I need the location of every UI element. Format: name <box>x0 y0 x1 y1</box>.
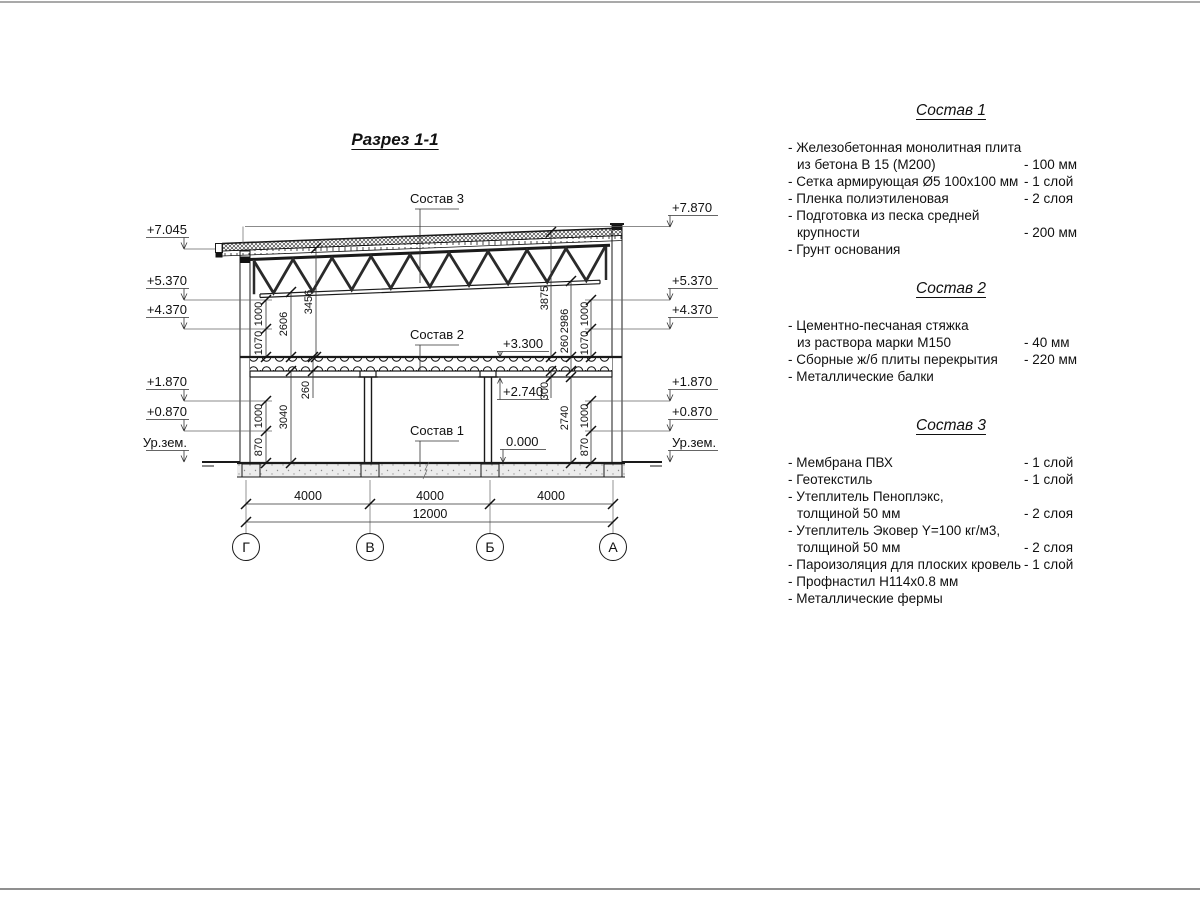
panel-heading: Состав 2 <box>916 280 986 297</box>
elevation-marks-right <box>667 200 718 462</box>
material-value: - 100 мм <box>1024 157 1078 172</box>
leader-sostav2: Состав 2 <box>410 327 464 342</box>
dim-label: 870 <box>579 437 591 457</box>
dim-label-total: 12000 <box>412 507 448 521</box>
material-name: - Профнастил Н114х0.8 мм <box>788 574 959 589</box>
material-name: - Металлические фермы <box>788 591 943 606</box>
dim-label: 2740 <box>559 405 571 431</box>
elevation-label: +5.370 <box>146 273 187 288</box>
floor-slab <box>240 357 622 377</box>
leader-sostav3: Состав 3 <box>410 191 464 206</box>
material-name: - Пленка полиэтиленовая <box>788 191 949 206</box>
material-row <box>788 471 1114 488</box>
elevation-label: +7.045 <box>146 222 187 237</box>
vertical-dimensions-right <box>539 227 596 468</box>
material-value: - 2 слоя <box>1024 506 1074 521</box>
material-value: - 200 мм <box>1024 225 1078 240</box>
material-row <box>788 241 1114 258</box>
material-value: - 2 слоя <box>1024 540 1074 555</box>
elevation-label: +7.870 <box>672 200 713 215</box>
material-row <box>788 488 1114 522</box>
dim-label: 4000 <box>294 489 322 503</box>
level-3300: +3.300 <box>503 336 544 351</box>
dim-label: 1070 <box>253 330 265 356</box>
dim-label: 1000 <box>579 301 591 327</box>
material-value: - 40 мм <box>1024 335 1070 350</box>
material-row <box>788 556 1114 573</box>
material-row <box>788 368 1114 385</box>
dim-label: 2606 <box>278 311 290 337</box>
dim-label: 3040 <box>278 404 290 430</box>
axis-letter: В <box>365 539 375 555</box>
dim-label: 4000 <box>537 489 565 503</box>
drawing-title: Разрез 1-1 <box>351 130 439 149</box>
panel-heading: Состав 3 <box>916 417 986 434</box>
material-row <box>788 573 1114 590</box>
axis-markers <box>233 534 627 561</box>
panel-heading: Состав 1 <box>916 102 986 119</box>
material-row <box>788 207 1114 241</box>
material-name: - Сетка армирующая Ø5 100х100 мм <box>788 174 1019 189</box>
dim-label: 1000 <box>579 403 591 429</box>
material-row <box>788 522 1114 556</box>
right-wall <box>610 224 624 463</box>
material-value: - 2 слоя <box>1024 191 1074 206</box>
material-value: - 1 слой <box>1024 174 1074 189</box>
panel-sostav-2 <box>788 280 1114 385</box>
dim-label: 1000 <box>253 403 265 429</box>
elevation-label: +0.870 <box>672 404 713 419</box>
material-name: - Грунт основания <box>788 242 901 257</box>
horizontal-dimensions <box>241 480 618 533</box>
material-name: - Геотекстиль <box>788 472 873 487</box>
elevation-label: +1.870 <box>146 374 187 389</box>
elevation-label: Ур.зем. <box>142 435 187 450</box>
material-row <box>788 139 1114 173</box>
axis-letter: Г <box>242 539 250 555</box>
material-value: - 1 слой <box>1024 557 1074 572</box>
material-row <box>788 454 1114 471</box>
material-row <box>788 190 1114 207</box>
axis-letter: А <box>608 539 618 555</box>
columns <box>358 371 498 463</box>
material-name: - Мембрана ПВХ <box>788 455 893 470</box>
material-name: - Подготовка из песка средней крупности <box>788 208 980 240</box>
material-row <box>788 590 1114 607</box>
dim-label: 1000 <box>253 301 265 327</box>
dim-label: 2986 <box>559 308 571 334</box>
elevation-label: +4.370 <box>672 302 713 317</box>
leader-sostav1: Состав 1 <box>410 423 464 438</box>
material-name: - Утеплитель Пеноплэкс, толщиной 50 мм <box>788 489 944 521</box>
ground-floor-slab <box>237 462 625 479</box>
dim-label: 300 <box>539 381 551 401</box>
material-name: - Цементно-песчаная стяжка из раствора марки М150 <box>788 318 969 350</box>
axis-letter: Б <box>485 539 495 555</box>
dim-label: 260 <box>300 380 312 400</box>
material-row <box>788 173 1114 190</box>
dim-label: 260 <box>559 334 571 354</box>
elevation-label: +0.870 <box>146 404 187 419</box>
material-value: - 1 слой <box>1024 455 1074 470</box>
material-name: - Металлические балки <box>788 369 934 384</box>
material-name: - Сборные ж/б плиты перекрытия <box>788 352 998 367</box>
material-value: - 220 мм <box>1024 352 1078 367</box>
level-2740: +2.740 <box>503 384 544 399</box>
panel-sostav-1 <box>788 102 1114 258</box>
level-0000: 0.000 <box>506 434 539 449</box>
dim-label: 3456 <box>303 289 315 315</box>
elevation-label: +5.370 <box>672 273 713 288</box>
dim-label: 3875 <box>539 285 551 311</box>
material-row <box>788 317 1114 351</box>
elevation-marks-left <box>143 222 189 462</box>
fascia <box>216 244 223 253</box>
elevation-label: +4.370 <box>146 302 187 317</box>
dim-label: 870 <box>253 437 265 457</box>
material-value: - 1 слой <box>1024 472 1074 487</box>
elevation-label: Ур.зем. <box>672 435 717 450</box>
panel-sostav-3 <box>788 417 1114 607</box>
material-name: - Железобетонная монолитная плита из бетона В 15 (М200) <box>788 140 1022 172</box>
dim-label: 4000 <box>416 489 444 503</box>
dim-label: 1070 <box>579 330 591 356</box>
material-row <box>788 351 1114 368</box>
elevation-label: +1.870 <box>672 374 713 389</box>
material-name: - Утеплитель Эковер Y=100 кг/м3, толщиной 50 мм <box>788 523 1001 555</box>
page-bottom-border <box>0 888 1200 890</box>
material-name: - Пароизоляция для плоских кровель <box>788 557 1022 572</box>
